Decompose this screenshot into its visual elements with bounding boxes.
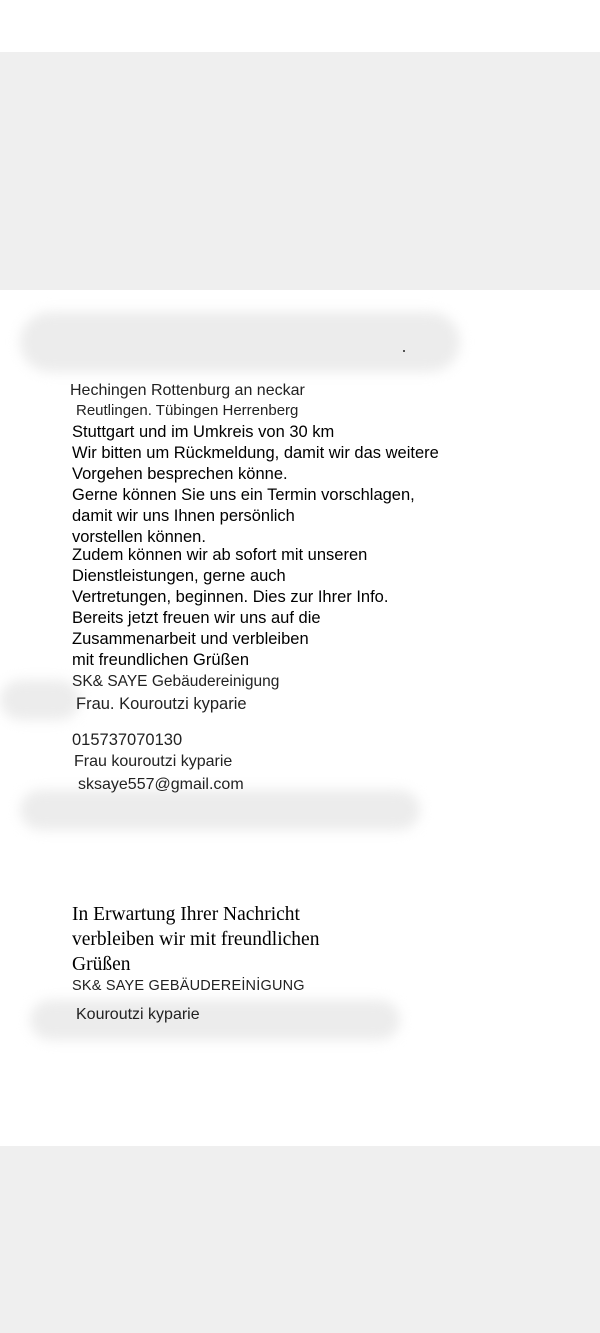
closing-line: Grüßen	[72, 954, 131, 975]
letter-line: vorstellen können.	[72, 528, 206, 546]
letter-line: Vorgehen besprechen könne.	[72, 465, 288, 483]
letter-line: Reutlingen. Tübingen Herrenberg	[76, 402, 299, 419]
letter-line: damit wir uns Ihnen persönlich	[72, 507, 295, 525]
letter-line: Stuttgart und im Umkreis von 30 km	[72, 423, 335, 441]
letter-line: Wir bitten um Rückmeldung, damit wir das weitere	[72, 444, 439, 462]
letter-line: Bereits jetzt freuen wir uns auf die	[72, 609, 321, 627]
stray-dot	[403, 350, 405, 352]
signature-company: SK& SAYE Gebäudereinigung	[72, 673, 280, 690]
letter-line: Vertretungen, beginnen. Dies zur Ihrer Info.	[72, 588, 389, 606]
letter-line: Zudem können wir ab sofort mit unseren	[72, 546, 368, 564]
closing-line: In Erwartung Ihrer Nachricht	[72, 904, 300, 925]
letter-line: Hechingen Rottenburg an neckar	[70, 382, 305, 399]
contact-name: Frau kouroutzi kyparie	[74, 753, 233, 770]
letter-line: Dienstleistungen, gerne auch	[72, 567, 286, 585]
closing-company: SK& SAYE GEBÄUDEREİNİGUNG	[72, 978, 305, 994]
smudge	[20, 790, 420, 830]
letter-line: mit freundlichen Grüßen	[72, 652, 249, 666]
top-gray-band	[0, 52, 600, 290]
bottom-gray-band	[0, 1146, 600, 1333]
smudge	[20, 312, 460, 372]
closing-line: verbleiben wir mit freundlichen	[72, 929, 320, 950]
signature-name: Frau. Kouroutzi kyparie	[76, 695, 247, 713]
contact-email: sksaye557@gmail.com	[78, 776, 244, 793]
closing-name: Kouroutzi kyparie	[76, 1006, 200, 1023]
contact-phone: 015737070130	[72, 731, 183, 749]
letter-line: Zusammenarbeit und verbleiben	[72, 630, 309, 648]
letter-line: Gerne können Sie uns ein Termin vorschlagen,	[72, 486, 415, 504]
smudge	[0, 680, 80, 720]
